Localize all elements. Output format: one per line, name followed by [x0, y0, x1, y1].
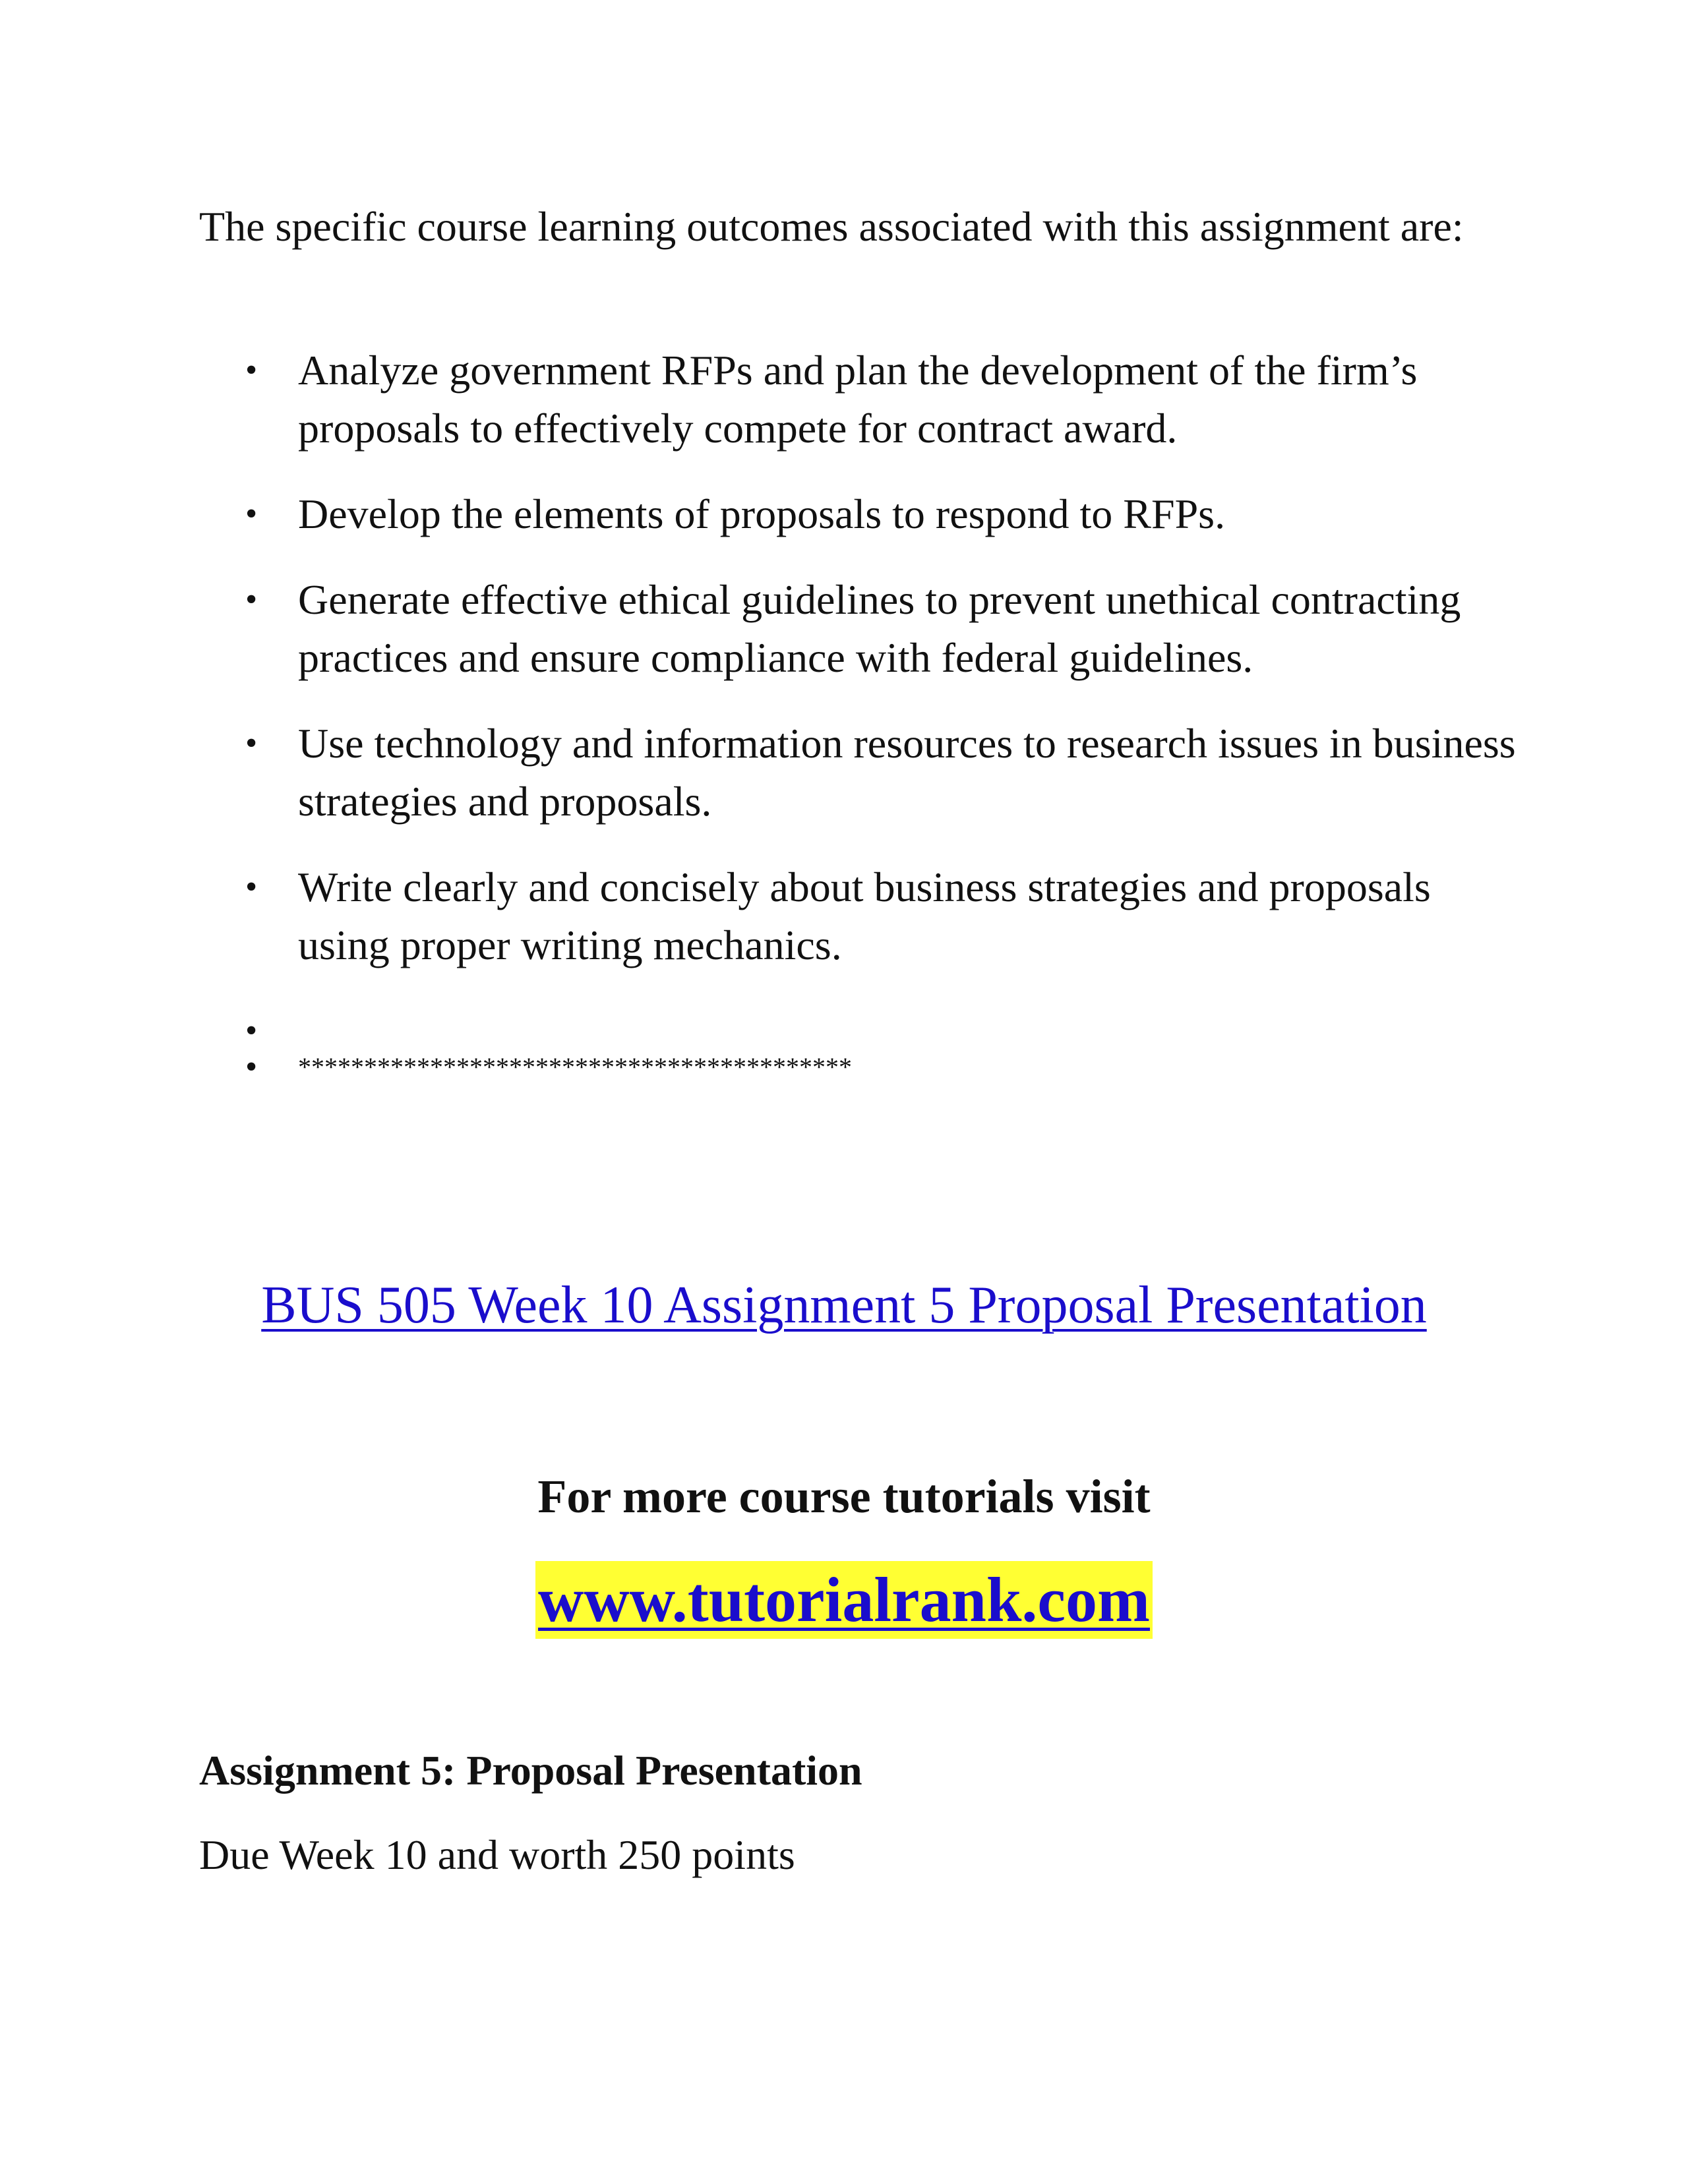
- assignment-heading: Assignment 5: Proposal Presentation: [199, 1747, 862, 1794]
- list-item-text: Use technology and information resources to research issues in business strategies and proposals.: [298, 720, 1516, 825]
- list-item: [199, 571, 1518, 687]
- list-item: [199, 858, 1518, 974]
- list-item-text: Develop the elements of proposals to respond to RFPs.: [298, 490, 1226, 537]
- list-item: [199, 341, 1518, 457]
- promo-text: For more course tutorials visit: [537, 1470, 1151, 1523]
- asterisk-separator: ******************************************: [298, 1052, 852, 1082]
- bullet-icon: •: [245, 581, 258, 618]
- learning-outcomes-list: [199, 341, 1518, 1117]
- bullet-icon: •: [245, 495, 258, 533]
- list-item-separator: [199, 1046, 1518, 1089]
- site-link-wrapper: [0, 1561, 1688, 1639]
- bullet-icon: •: [245, 868, 258, 906]
- intro-paragraph: The specific course learning outcomes associated with this assignment are:: [199, 203, 1464, 250]
- bullet-icon: •: [245, 724, 258, 762]
- list-item-text: Write clearly and concisely about business strategies and proposals using proper writing mechanics.: [298, 864, 1431, 968]
- bullet-icon: •: [245, 1048, 258, 1086]
- due-text: Due Week 10 and worth 250 points: [199, 1831, 795, 1878]
- list-item-text: Analyze government RFPs and plan the development of the firm’s proposals to effectively compete for contract award.: [298, 347, 1418, 452]
- site-link[interactable]: www.tutorialrank.com: [535, 1561, 1153, 1639]
- bullet-icon: •: [245, 1012, 258, 1049]
- list-item-text: Generate effective ethical guidelines to prevent unethical contracting practices and ensure compliance with federal guidelines.: [298, 576, 1461, 681]
- list-item-empty: [199, 1002, 1518, 1049]
- assignment-link[interactable]: BUS 505 Week 10 Assignment 5 Proposal Presentation: [261, 1276, 1427, 1334]
- list-item: [199, 715, 1518, 831]
- list-item: [199, 485, 1518, 543]
- bullet-icon: •: [245, 351, 258, 389]
